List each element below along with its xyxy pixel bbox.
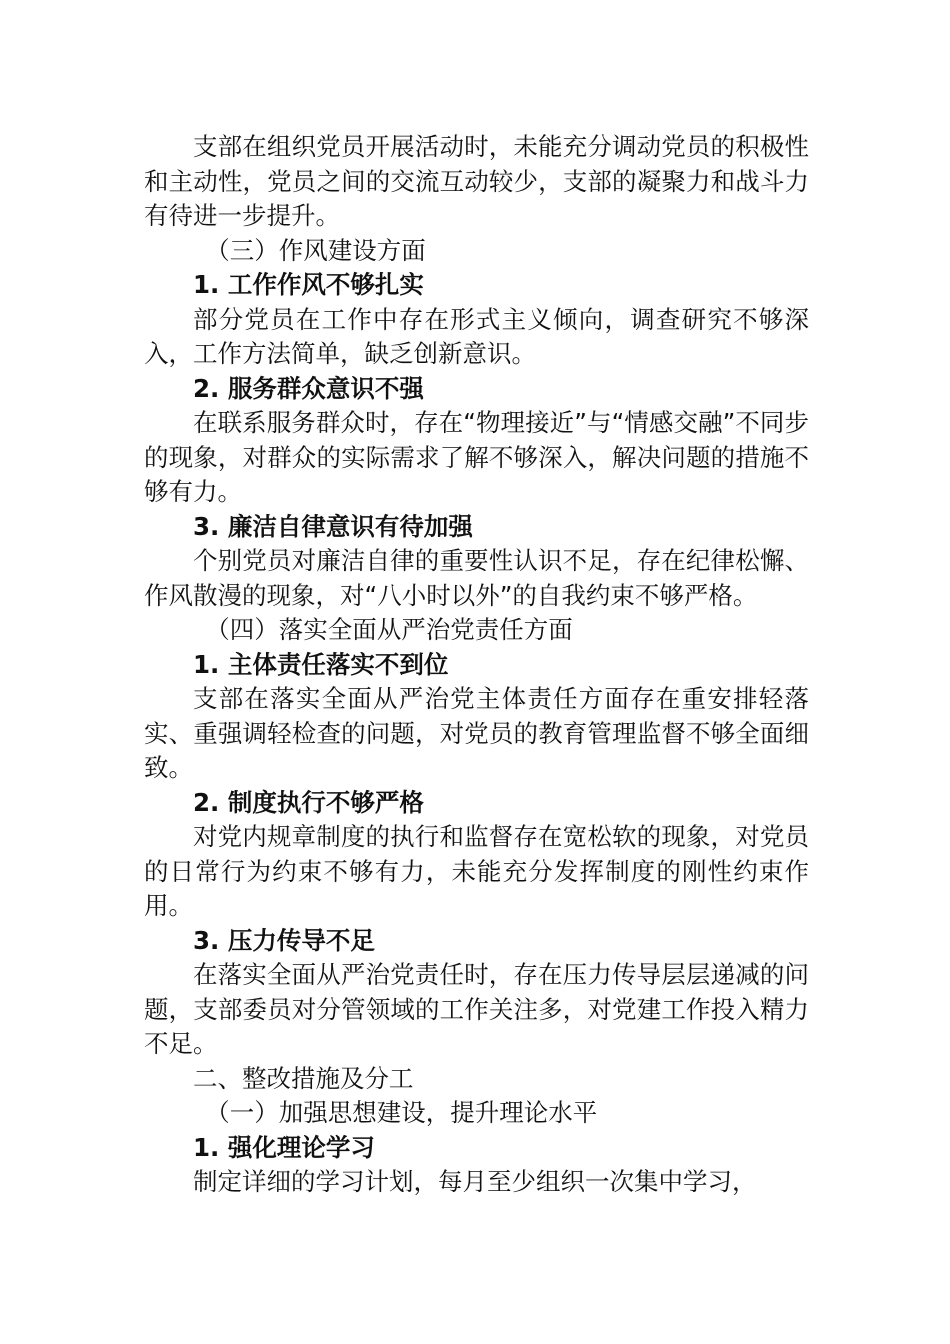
body-paragraph: 在联系服务群众时，存在“物理接近”与“情感交融”不同步的现象，对群众的实际需求了解不够深入，解决问题的措施不够有力。 (144, 408, 809, 506)
item-heading: 2. 制度执行不够严格 (193, 787, 424, 817)
item-heading: 3. 廉洁自律意识有待加强 (193, 511, 473, 541)
item-heading: 1. 工作作风不够扎实 (193, 270, 424, 299)
subsection-heading: （一）加强思想建设，提升理论水平 (205, 1098, 598, 1127)
body-paragraph: 支部在组织党员开展活动时，未能充分调动党员的积极性和主动性，党员之间的交流互动较少，支部的凝聚力和战斗力有待进一步提升。 (144, 132, 809, 230)
body-paragraph: 部分党员在工作中存在形式主义倾向，调查研究不够深入，工作方法简单，缺乏创新意识。 (144, 304, 809, 368)
body-paragraph: 在落实全面从严治党责任时，存在压力传导层层递减的问题，支部委员对分管领域的工作关注多，对党建工作投入精力不足。 (144, 960, 809, 1058)
item-heading: 1. 主体责任落实不到位 (193, 649, 449, 679)
item-heading: 3. 压力传导不足 (193, 925, 375, 955)
body-paragraph: 对党内规章制度的执行和监督存在宽松软的现象，对党员的日常行为约束不够有力，未能充分发挥制度的刚性约束作用。 (144, 822, 809, 920)
subsection-heading: （四）落实全面从严治党责任方面 (205, 615, 573, 644)
item-heading: 1. 强化理论学习 (193, 1132, 375, 1162)
body-paragraph: 个别党员对廉洁自律的重要性认识不足，存在纪律松懈、作风散漫的现象，对“八小时以外”的自我约束不够严格。 (144, 546, 809, 610)
section-heading: 二、整改措施及分工 (193, 1063, 414, 1093)
body-paragraph: 制定详细的学习计划，每月至少组织一次集中学习， (193, 1167, 757, 1196)
item-heading: 2. 服务群众意识不强 (193, 373, 424, 403)
document-page (144, 130, 809, 1200)
subsection-heading: （三）作风建设方面 (205, 235, 426, 265)
body-paragraph: 支部在落实全面从严治党主体责任方面存在重安排轻落实、重强调轻检查的问题，对党员的教育管理监督不够全面细致。 (144, 684, 809, 782)
